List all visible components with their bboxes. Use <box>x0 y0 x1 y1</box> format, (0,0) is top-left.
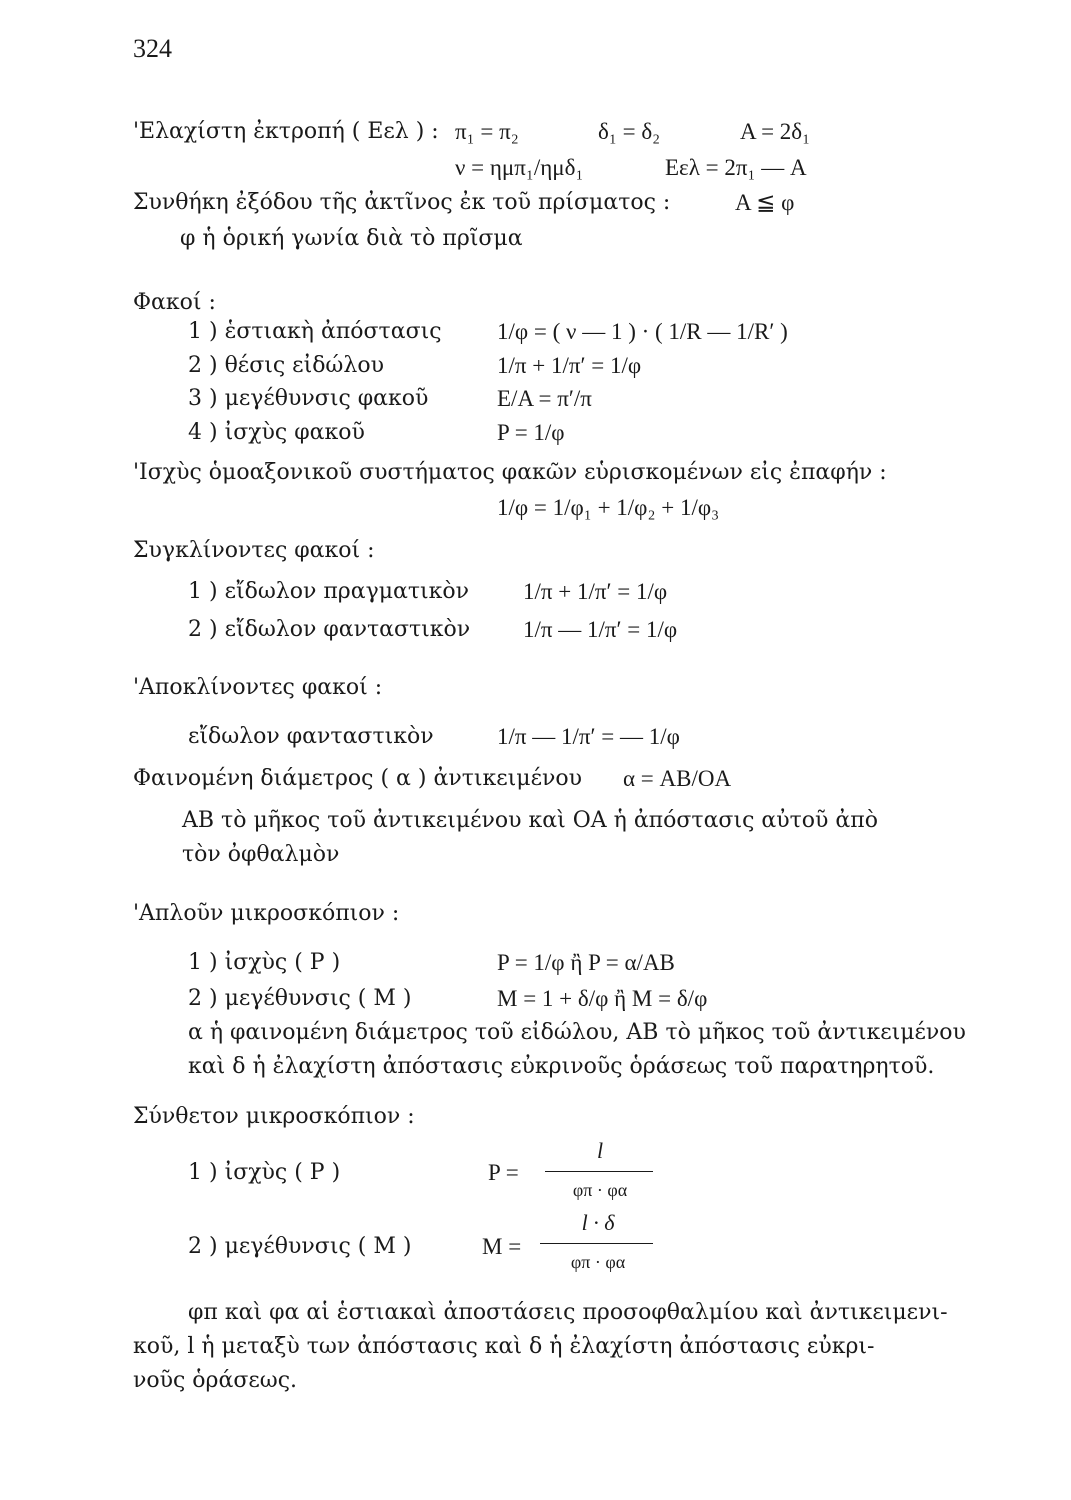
compound-mag-lhs: M = <box>482 1234 522 1259</box>
compound-microscope-desc3: νοῦς ὁράσεως. <box>133 1368 298 1393</box>
apparent-diameter-title: Φαινομένη διάμετρος ( α ) ἀντικειμένου <box>133 766 582 791</box>
lens-system-title: 'Ισχὺς ὁμοαξονικοῦ συστήματος φακῶν εὑρισκομένων εἰς ἐπαφήν : <box>133 460 887 485</box>
compound-mag-bar <box>540 1243 653 1244</box>
compound-mag-numerator: l · δ <box>581 1210 615 1235</box>
min-deviation-title: 'Ελαχίστη ἐκτροπή ( Eελ ) : <box>133 119 439 144</box>
lens-item-formula-3: E/A = π′/π <box>497 386 592 411</box>
diverging-title: 'Αποκλίνοντες φακοί : <box>133 675 383 700</box>
exit-condition-line1: Συνθήκη ἐξόδου τῆς ἀκτῖνος ἐκ τοῦ πρίσματος : <box>133 190 671 215</box>
lens-item-label-3: 3 ) μεγέθυνσις φακοῦ <box>188 386 429 411</box>
lens-item-formula-1: 1/φ = ( ν — 1 ) · ( 1/R — 1/R′ ) <box>497 319 788 344</box>
simple-microscope-desc2: καὶ δ ἡ ἐλαχίστη ἀπόστασις εὐκρινοῦς ὁράσεως τοῦ παρατηρητοῦ. <box>188 1054 935 1079</box>
compound-microscope-desc2: κοῦ, l ἡ μεταξὺ των ἀπόστασις καὶ δ ἡ ἐλαχίστη ἀπόστασις εὐκρι- <box>133 1334 875 1359</box>
apparent-diameter-desc1: AB τὸ μῆκος τοῦ ἀντικειμένου καὶ OA ἡ ἀπόστασις αὐτοῦ ἀπὸ <box>182 808 878 833</box>
compound-power-label: 1 ) ἰσχὺς ( P ) <box>188 1160 341 1185</box>
min-deviation-eq2: δ₁ = δ₂ <box>598 119 661 144</box>
simple-microscope-label-2: 2 ) μεγέθυνσις ( M ) <box>188 986 412 1011</box>
compound-mag-label: 2 ) μεγέθυνσις ( M ) <box>188 1234 412 1259</box>
simple-microscope-title: 'Απλοῦν μικροσκόπιον : <box>133 901 400 926</box>
converging-item-formula-1: 1/π + 1/π′ = 1/φ <box>523 579 668 604</box>
compound-power-denominator: φπ · φα <box>572 1180 628 1200</box>
simple-microscope-formula-1: P = 1/φ ἢ P = α/AB <box>497 950 675 975</box>
min-deviation-eq1: π₁ = π₂ <box>455 119 519 144</box>
lens-item-label-2: 2 ) θέσις εἰδώλου <box>188 353 384 378</box>
converging-item-label-1: 1 ) εἴδωλον πραγματικὸν <box>188 579 470 604</box>
apparent-diameter-desc2: τὸν ὀφθαλμὸν <box>182 842 340 867</box>
simple-microscope-desc1: α ἡ φαινομένη διάμετρος τοῦ εἰδώλου, AB τὸ μῆκος τοῦ ἀντικειμένου <box>188 1020 966 1045</box>
exit-condition-line2: φ ἡ ὁρική γωνία διὰ τὸ πρῖσμα <box>180 226 523 251</box>
compound-power-numerator: l <box>596 1138 604 1163</box>
compound-power-lhs: P = <box>488 1160 519 1185</box>
lens-system-formula: 1/φ = 1/φ₁ + 1/φ₂ + 1/φ₃ <box>497 495 720 520</box>
diverging-label: εἴδωλον φανταστικὸν <box>188 724 434 749</box>
exit-condition-formula: A ≦ φ <box>735 190 795 215</box>
converging-title: Συγκλίνοντες φακοί : <box>133 538 375 563</box>
min-deviation-eq3: A = 2δ₁ <box>740 119 811 144</box>
converging-item-label-2: 2 ) εἴδωλον φανταστικὸν <box>188 617 471 642</box>
page-number: 324 <box>133 34 172 63</box>
simple-microscope-formula-2: M = 1 + δ/φ ἢ M = δ/φ <box>497 986 708 1011</box>
min-deviation-eq5: Eελ = 2π₁ — A <box>665 155 807 180</box>
lens-item-formula-2: 1/π + 1/π′ = 1/φ <box>497 353 642 378</box>
lenses-title: Φακοί : <box>133 290 216 315</box>
compound-mag-fraction <box>540 1210 655 1282</box>
compound-mag-denominator: φπ · φα <box>570 1252 626 1272</box>
compound-power-fraction <box>545 1138 655 1210</box>
compound-microscope-title: Σύνθετον μικροσκόπιον : <box>133 1104 415 1129</box>
compound-power-bar <box>545 1171 653 1172</box>
diverging-formula: 1/π — 1/π′ = — 1/φ <box>497 724 680 749</box>
compound-microscope-desc1: φπ καὶ φα αἱ ἑστιακαὶ ἀποστάσεις προσοφθαλμίου καὶ ἀντικειμενι- <box>188 1300 948 1325</box>
min-deviation-eq4: ν = ημπ₁/ημδ₁ <box>455 155 584 180</box>
simple-microscope-label-1: 1 ) ἰσχὺς ( P ) <box>188 950 341 975</box>
lens-item-label-4: 4 ) ἰσχὺς φακοῦ <box>188 420 365 445</box>
lens-item-label-1: 1 ) ἑστιακὴ ἀπόστασις <box>188 319 442 344</box>
converging-item-formula-2: 1/π — 1/π′ = 1/φ <box>523 617 678 642</box>
apparent-diameter-formula: α = AB/OA <box>623 766 732 791</box>
lens-item-formula-4: P = 1/φ <box>497 420 565 445</box>
